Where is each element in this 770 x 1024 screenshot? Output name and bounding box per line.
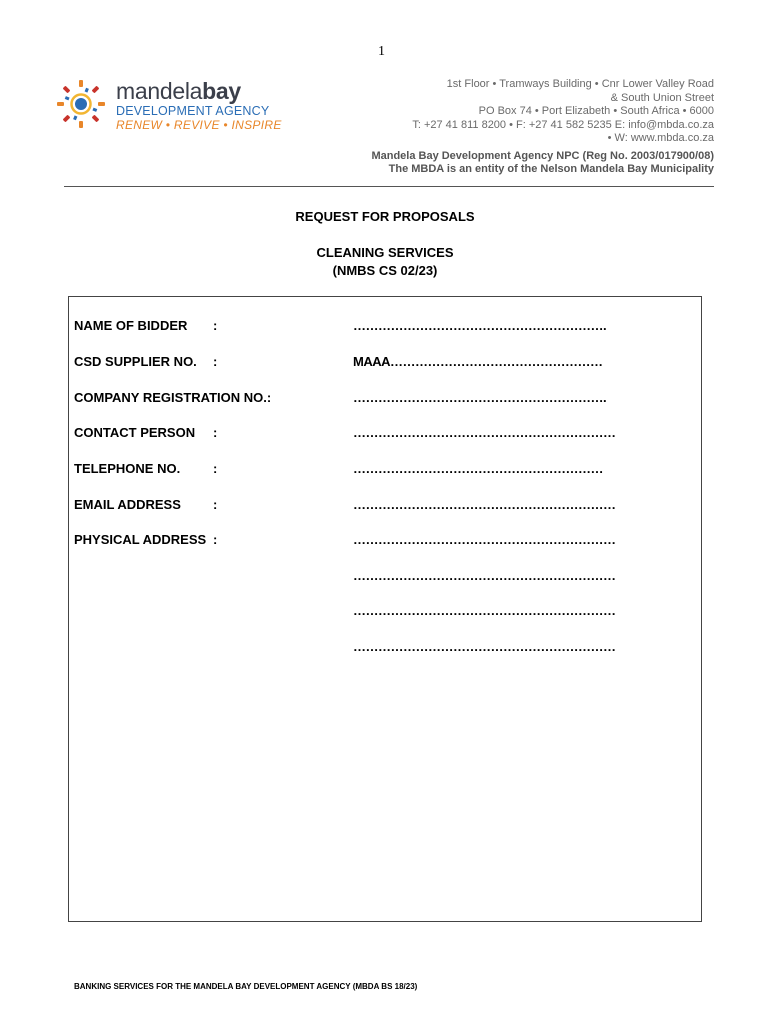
- field-input-contact-person[interactable]: ………………………………………………………: [353, 425, 616, 440]
- field-colon: :: [213, 318, 218, 333]
- field-input-address-line[interactable]: ………………………………………………………: [353, 568, 616, 583]
- page-footer: BANKING SERVICES FOR THE MANDELA BAY DEVELOPMENT AGENCY (MBDA BS 18/23): [74, 982, 418, 991]
- field-input-physical-address[interactable]: ………………………………………………………: [353, 532, 616, 547]
- field-colon: :: [213, 461, 218, 476]
- field-label-email: EMAIL ADDRESS: [74, 497, 181, 512]
- field-input-bidder-name[interactable]: …………………………………………………….: [353, 318, 607, 333]
- logo-name: mandelabay: [116, 78, 241, 104]
- field-input-csd-supplier[interactable]: MAAA……………………………………………: [353, 354, 603, 369]
- field-label-physical-address: PHYSICAL ADDRESS: [74, 532, 207, 547]
- field-input-email[interactable]: ………………………………………………………: [353, 497, 616, 512]
- service-title: CLEANING SERVICES: [316, 245, 454, 260]
- field-colon: :: [213, 425, 218, 440]
- field-input-address-line[interactable]: ………………………………………………………: [353, 639, 616, 654]
- tender-reference: (NMBS CS 02/23): [332, 263, 438, 278]
- field-label-company-registration: COMPANY REGISTRATION NO.:: [74, 390, 272, 405]
- page-number: 1: [378, 44, 385, 59]
- field-colon: :: [213, 497, 218, 512]
- field-input-address-line[interactable]: ………………………………………………………: [353, 603, 616, 618]
- field-label-csd-supplier: CSD SUPPLIER NO.: [74, 354, 197, 369]
- sun-emblem-icon: [54, 78, 108, 130]
- field-label-contact-person: CONTACT PERSON: [74, 425, 196, 440]
- agency-registration: Mandela Bay Development Agency NPC (Reg No. 2003/017900/08) The MBDA is an entity of the Nelson Mandela Bay Municipality: [371, 150, 714, 175]
- field-colon: :: [213, 354, 218, 369]
- field-label-bidder-name: NAME OF BIDDER: [74, 318, 188, 333]
- logo-subtitle: DEVELOPMENT AGENCY: [116, 104, 270, 118]
- field-input-company-registration[interactable]: …………………………………………………….: [353, 390, 607, 405]
- logo-tagline: RENEW • REVIVE • INSPIRE: [116, 118, 282, 132]
- field-input-telephone[interactable]: ……………………………………………………: [353, 461, 603, 476]
- contact-address: 1st Floor • Tramways Building • Cnr Lower Valley Road & South Union Street PO Box 74 • Port Elizabeth • South Africa • 6000 T: +27 41 811 8200 • F: +27 41 582 5235 E: info@mbda.co.za • W: www.mbda.co.za: [412, 78, 714, 144]
- field-label-telephone: TELEPHONE NO.: [74, 461, 181, 476]
- document-heading: REQUEST FOR PROPOSALS: [295, 209, 475, 224]
- mbda-logo: [54, 78, 282, 132]
- header-divider: [64, 186, 714, 187]
- field-colon: :: [213, 532, 218, 547]
